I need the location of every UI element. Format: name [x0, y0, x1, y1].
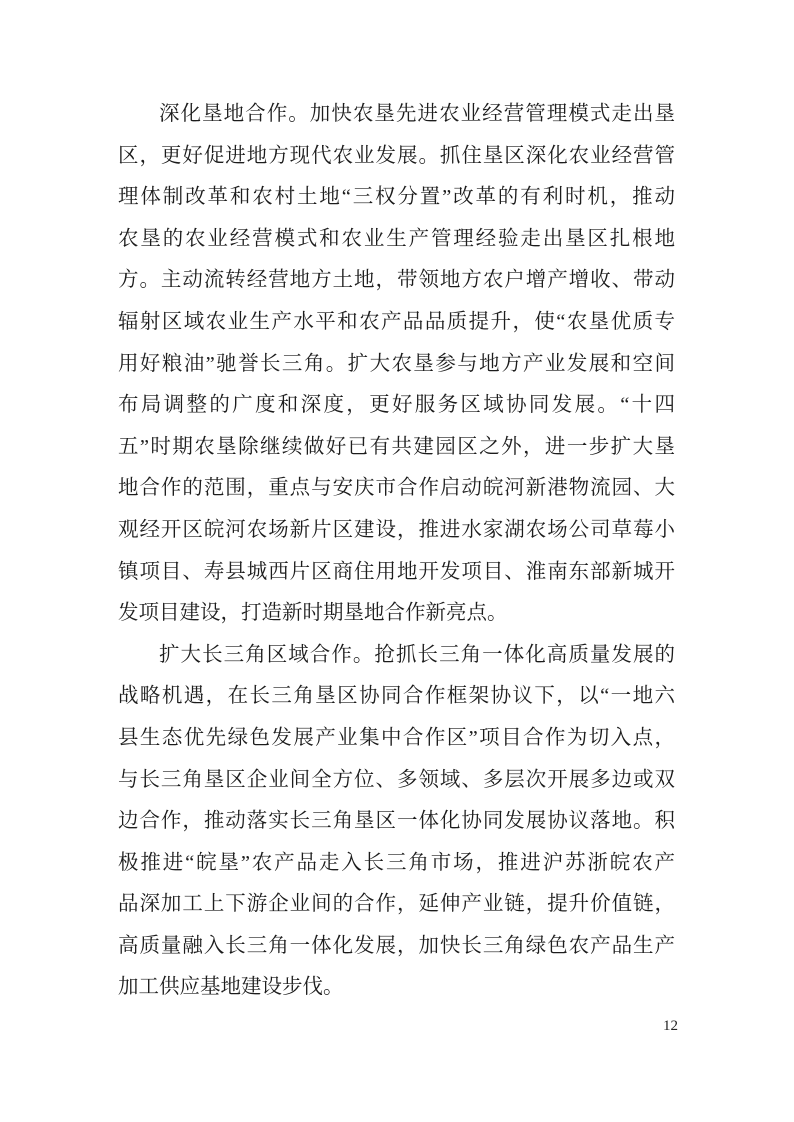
text-line: 五”时期农垦除继续做好已有共建园区之外，进一步扩大垦	[118, 435, 675, 458]
page-number: 12	[663, 1018, 678, 1034]
text-line: 农垦的农业经营模式和农业生产管理经验走出垦区扎根地	[118, 227, 675, 250]
text-line: 镇项目、寿县城西片区商住用地开发项目、淮南东部新城开	[118, 560, 675, 583]
text-line: 理体制改革和农村土地“三权分置”改革的有利时机，推动	[118, 186, 675, 209]
text-line: 战略机遇，在长三角垦区协同合作框架协议下，以“一地六	[118, 685, 675, 708]
text-line: 边合作，推动落实长三角垦区一体化协同发展协议落地。积	[118, 810, 675, 833]
text-line: 观经开区皖河农场新片区建设，推进水家湖农场公司草莓小	[118, 518, 675, 541]
text-line: 区，更好促进地方现代农业发展。抓住垦区深化农业经营管	[118, 144, 675, 167]
paragraph	[118, 94, 675, 635]
text-line: 地合作的范围，重点与安庆市合作启动皖河新港物流园、大	[118, 477, 675, 500]
text-line: 布局调整的广度和深度，更好服务区域协同发展。“十四	[118, 394, 675, 417]
text-line: 品深加工上下游企业间的合作，延伸产业链，提升价值链，	[118, 893, 675, 916]
text-line: 发项目建设，打造新时期垦地合作新亮点。	[118, 602, 508, 625]
text-line: 用好粮油”驰誉长三角。扩大农垦参与地方产业发展和空间	[118, 352, 675, 375]
text-line: 加工供应基地建设步伐。	[118, 976, 344, 999]
document-body	[118, 94, 675, 1009]
page-footer	[663, 1018, 678, 1035]
text-line: 极推进“皖垦”农产品走入长三角市场，推进沪苏浙皖农产	[118, 851, 675, 874]
text-line: 高质量融入长三角一体化发展，加快长三角绿色农产品生产	[118, 934, 675, 957]
text-line: 深化垦地合作。加快农垦先进农业经营管理模式走出垦	[159, 103, 675, 125]
text-line: 扩大长三角区域合作。抢抓长三角一体化高质量发展的	[159, 643, 675, 666]
text-line: 县生态优先绿色发展产业集中合作区”项目合作为切入点，	[118, 726, 675, 749]
text-line: 与长三角垦区企业间全方位、多领域、多层次开展多边或双	[118, 768, 675, 791]
paragraph	[118, 635, 675, 1009]
text-line: 方。主动流转经营地方土地，带领地方农户增产增收、带动	[118, 269, 675, 292]
text-line: 辐射区域农业生产水平和农产品品质提升，使“农垦优质专	[118, 310, 675, 333]
